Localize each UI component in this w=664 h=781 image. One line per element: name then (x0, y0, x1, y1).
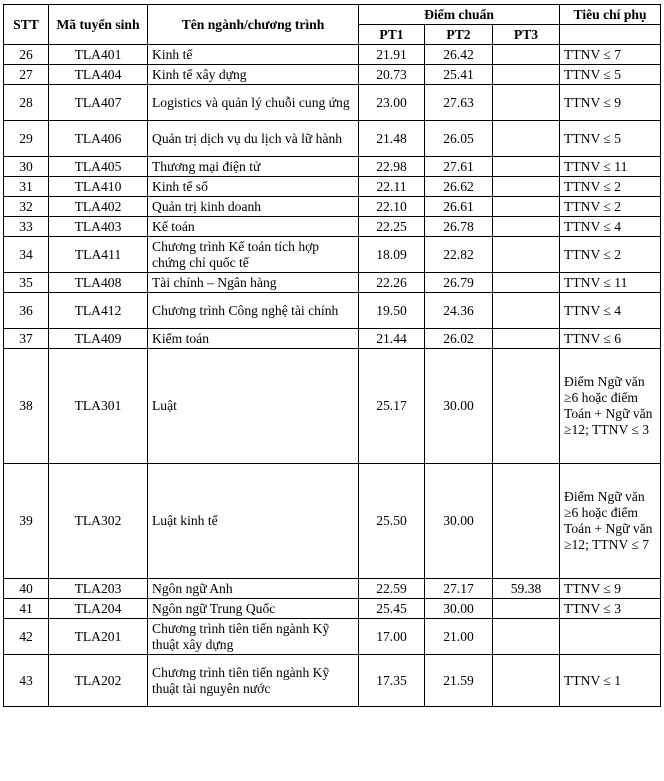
cell-name: Kinh tế xây dựng (148, 65, 359, 85)
cell-name: Quản trị dịch vụ du lịch và lữ hành (148, 121, 359, 157)
cell-code: TLA204 (49, 599, 148, 619)
cell-criteria: TTNV ≤ 11 (560, 273, 661, 293)
table-row (4, 293, 661, 329)
cell-pt2: 26.42 (425, 45, 493, 65)
cell-criteria: TTNV ≤ 4 (560, 293, 661, 329)
cell-name: Kiểm toán (148, 329, 359, 349)
cell-pt3 (493, 177, 560, 197)
cell-name: Thương mại điện tử (148, 157, 359, 177)
cell-pt2: 30.00 (425, 464, 493, 579)
cell-pt1: 21.48 (359, 121, 425, 157)
cell-name: Chương trình Công nghệ tài chính (148, 293, 359, 329)
cell-pt3 (493, 65, 560, 85)
cell-pt1: 23.00 (359, 85, 425, 121)
cell-pt3 (493, 273, 560, 293)
cell-pt1: 25.17 (359, 349, 425, 464)
table-row (4, 273, 661, 293)
cell-pt1: 20.73 (359, 65, 425, 85)
cell-stt: 40 (4, 579, 49, 599)
cell-pt3 (493, 157, 560, 177)
cell-stt: 36 (4, 293, 49, 329)
header-score: Điểm chuẩn (359, 5, 560, 25)
cell-pt2: 26.61 (425, 197, 493, 217)
cell-pt3 (493, 293, 560, 329)
cell-criteria: TTNV ≤ 4 (560, 217, 661, 237)
header-criteria-empty (560, 25, 661, 45)
cell-code: TLA402 (49, 197, 148, 217)
table-row (4, 217, 661, 237)
header-pt1: PT1 (359, 25, 425, 45)
cell-stt: 34 (4, 237, 49, 273)
cell-pt1: 18.09 (359, 237, 425, 273)
cell-pt2: 25.41 (425, 65, 493, 85)
cell-code: TLA406 (49, 121, 148, 157)
cell-name: Kinh tế số (148, 177, 359, 197)
cell-name: Quản trị kinh doanh (148, 197, 359, 217)
cell-stt: 33 (4, 217, 49, 237)
cell-pt1: 21.91 (359, 45, 425, 65)
table-row (4, 464, 661, 579)
table-row (4, 45, 661, 65)
header-stt: STT (4, 5, 49, 45)
cell-code: TLA301 (49, 349, 148, 464)
admission-scores-table (3, 4, 661, 707)
cell-criteria: TTNV ≤ 2 (560, 177, 661, 197)
cell-pt2: 27.17 (425, 579, 493, 599)
table-row (4, 197, 661, 217)
cell-pt1: 19.50 (359, 293, 425, 329)
cell-stt: 26 (4, 45, 49, 65)
cell-criteria: TTNV ≤ 6 (560, 329, 661, 349)
cell-pt2: 24.36 (425, 293, 493, 329)
cell-pt2: 26.78 (425, 217, 493, 237)
cell-pt2: 26.79 (425, 273, 493, 293)
table-row (4, 329, 661, 349)
cell-code: TLA302 (49, 464, 148, 579)
cell-code: TLA405 (49, 157, 148, 177)
cell-pt1: 21.44 (359, 329, 425, 349)
cell-pt1: 22.26 (359, 273, 425, 293)
cell-pt2: 21.00 (425, 619, 493, 655)
cell-code: TLA411 (49, 237, 148, 273)
cell-pt3 (493, 217, 560, 237)
cell-pt2: 22.82 (425, 237, 493, 273)
cell-pt1: 22.98 (359, 157, 425, 177)
cell-name: Chương trình tiên tiến ngành Kỹ thuật xây dựng (148, 619, 359, 655)
cell-criteria: Điểm Ngữ văn ≥6 hoặc điểm Toán + Ngữ văn ≥12; TTNV ≤ 3 (560, 349, 661, 464)
cell-stt: 38 (4, 349, 49, 464)
cell-pt2: 26.62 (425, 177, 493, 197)
cell-criteria: TTNV ≤ 3 (560, 599, 661, 619)
header-pt2: PT2 (425, 25, 493, 45)
cell-pt3 (493, 45, 560, 65)
cell-stt: 27 (4, 65, 49, 85)
cell-code: TLA412 (49, 293, 148, 329)
cell-stt: 28 (4, 85, 49, 121)
cell-name: Luật kinh tế (148, 464, 359, 579)
cell-code: TLA408 (49, 273, 148, 293)
cell-criteria: TTNV ≤ 9 (560, 85, 661, 121)
cell-code: TLA410 (49, 177, 148, 197)
cell-pt1: 22.25 (359, 217, 425, 237)
cell-pt1: 25.50 (359, 464, 425, 579)
cell-pt3 (493, 237, 560, 273)
cell-pt3 (493, 464, 560, 579)
cell-pt3 (493, 85, 560, 121)
table-row (4, 349, 661, 464)
table-row (4, 599, 661, 619)
cell-name: Chương trình Kế toán tích hợp chứng chỉ quốc tế (148, 237, 359, 273)
table-row (4, 619, 661, 655)
cell-pt2: 30.00 (425, 599, 493, 619)
cell-pt3 (493, 121, 560, 157)
header-criteria: Tiêu chí phụ (560, 5, 661, 25)
cell-stt: 31 (4, 177, 49, 197)
cell-pt3 (493, 329, 560, 349)
cell-pt2: 21.59 (425, 655, 493, 707)
cell-pt3 (493, 655, 560, 707)
cell-criteria: TTNV ≤ 5 (560, 121, 661, 157)
cell-stt: 39 (4, 464, 49, 579)
cell-criteria: TTNV ≤ 11 (560, 157, 661, 177)
cell-stt: 43 (4, 655, 49, 707)
cell-criteria: TTNV ≤ 5 (560, 65, 661, 85)
cell-criteria: TTNV ≤ 1 (560, 655, 661, 707)
cell-pt1: 17.35 (359, 655, 425, 707)
cell-criteria: TTNV ≤ 7 (560, 45, 661, 65)
cell-pt3: 59.38 (493, 579, 560, 599)
cell-name: Logistics và quản lý chuỗi cung ứng (148, 85, 359, 121)
table-row (4, 579, 661, 599)
cell-pt2: 30.00 (425, 349, 493, 464)
cell-pt1: 25.45 (359, 599, 425, 619)
cell-stt: 35 (4, 273, 49, 293)
cell-criteria: TTNV ≤ 9 (560, 579, 661, 599)
cell-code: TLA409 (49, 329, 148, 349)
cell-code: TLA407 (49, 85, 148, 121)
cell-pt1: 22.11 (359, 177, 425, 197)
cell-name: Chương trình tiên tiến ngành Kỹ thuật tài nguyên nước (148, 655, 359, 707)
cell-code: TLA201 (49, 619, 148, 655)
cell-pt1: 17.00 (359, 619, 425, 655)
cell-code: TLA203 (49, 579, 148, 599)
table-row (4, 121, 661, 157)
header-pt3: PT3 (493, 25, 560, 45)
table-row (4, 85, 661, 121)
table-row (4, 237, 661, 273)
cell-criteria (560, 619, 661, 655)
cell-pt2: 27.63 (425, 85, 493, 121)
cell-name: Luật (148, 349, 359, 464)
cell-pt3 (493, 349, 560, 464)
cell-name: Ngôn ngữ Anh (148, 579, 359, 599)
cell-stt: 42 (4, 619, 49, 655)
cell-pt3 (493, 599, 560, 619)
cell-pt1: 22.10 (359, 197, 425, 217)
cell-name: Tài chính – Ngân hàng (148, 273, 359, 293)
cell-pt2: 26.05 (425, 121, 493, 157)
header-name: Tên ngành/chương trình (148, 5, 359, 45)
table-body (4, 45, 661, 707)
table-row (4, 177, 661, 197)
header-code: Mã tuyển sinh (49, 5, 148, 45)
table-row (4, 65, 661, 85)
cell-pt3 (493, 619, 560, 655)
table-row (4, 157, 661, 177)
cell-criteria: TTNV ≤ 2 (560, 237, 661, 273)
table-row (4, 655, 661, 707)
cell-criteria: Điểm Ngữ văn ≥6 hoặc điểm Toán + Ngữ văn ≥12; TTNV ≤ 7 (560, 464, 661, 579)
cell-pt3 (493, 197, 560, 217)
cell-criteria: TTNV ≤ 2 (560, 197, 661, 217)
cell-code: TLA403 (49, 217, 148, 237)
cell-stt: 30 (4, 157, 49, 177)
cell-code: TLA401 (49, 45, 148, 65)
cell-code: TLA404 (49, 65, 148, 85)
cell-name: Ngôn ngữ Trung Quốc (148, 599, 359, 619)
cell-stt: 32 (4, 197, 49, 217)
cell-pt2: 27.61 (425, 157, 493, 177)
cell-name: Kế toán (148, 217, 359, 237)
cell-stt: 29 (4, 121, 49, 157)
cell-name: Kinh tế (148, 45, 359, 65)
cell-stt: 41 (4, 599, 49, 619)
cell-pt1: 22.59 (359, 579, 425, 599)
cell-pt2: 26.02 (425, 329, 493, 349)
cell-stt: 37 (4, 329, 49, 349)
cell-code: TLA202 (49, 655, 148, 707)
